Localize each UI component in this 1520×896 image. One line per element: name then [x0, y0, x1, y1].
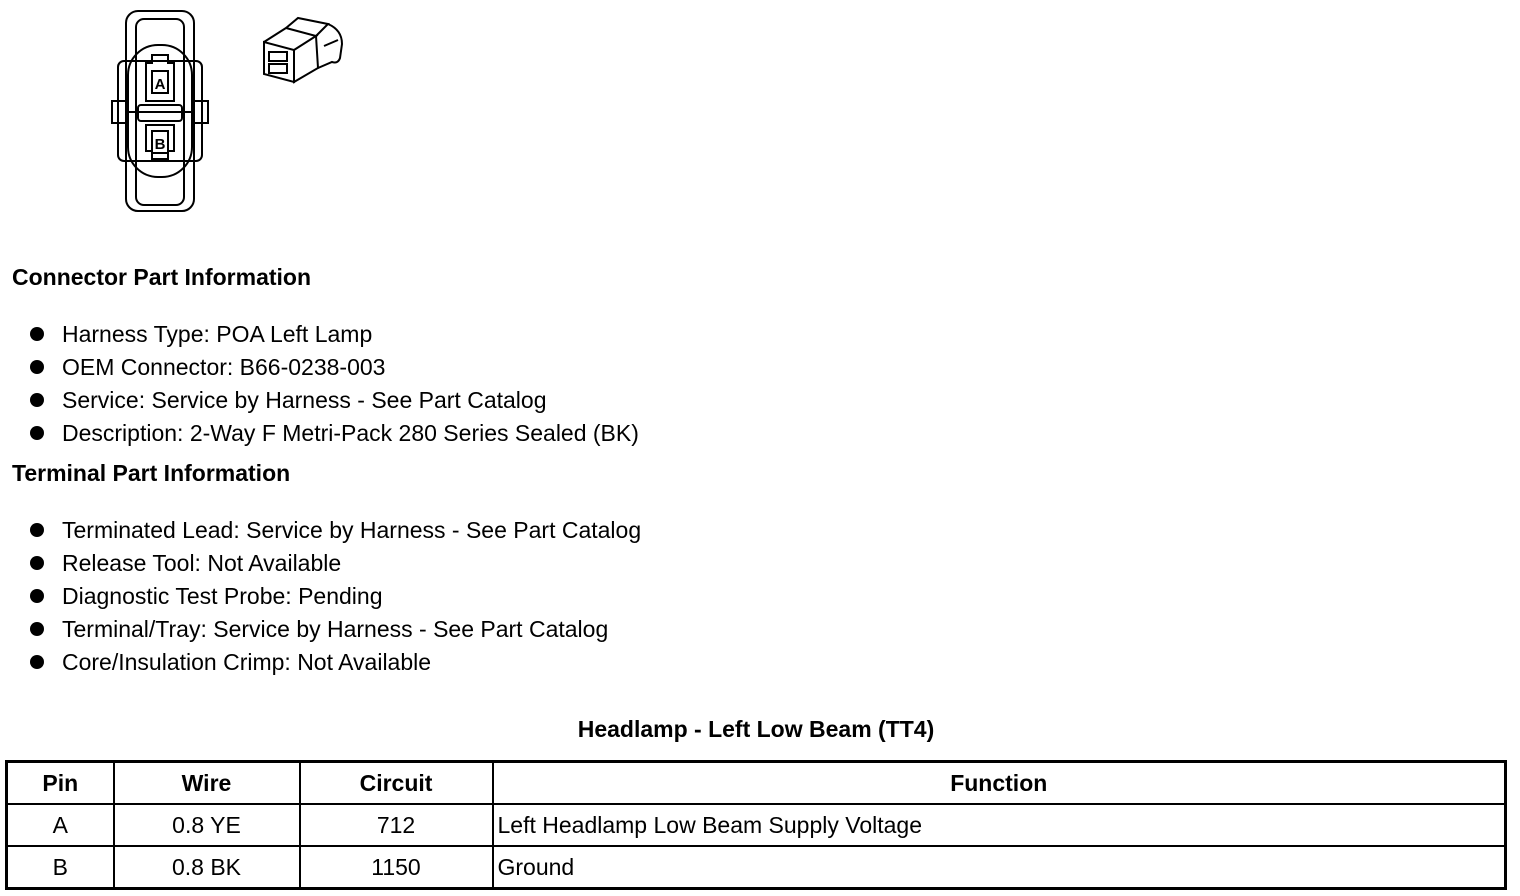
table-row	[7, 846, 1506, 889]
table-row	[7, 804, 1506, 846]
list-item-text: Terminated Lead: Service by Harness - See Part Catalog	[62, 517, 642, 543]
cell-function: Left Headlamp Low Beam Supply Voltage	[493, 804, 1506, 846]
bullet-icon	[30, 622, 44, 636]
table-header-row	[7, 762, 1506, 805]
cell-pin: B	[7, 846, 114, 889]
pinout-table	[5, 760, 1507, 890]
list-item-text: Terminal/Tray: Service by Harness - See Part Catalog	[62, 616, 609, 642]
bullet-icon	[30, 556, 44, 570]
cell-pin: A	[7, 804, 114, 846]
bullet-icon	[30, 655, 44, 669]
cell-circuit: 1150	[300, 846, 493, 889]
bullet-icon	[30, 523, 44, 537]
connector-part-info-heading: Connector Part Information	[12, 264, 312, 290]
list-item-text: Release Tool: Not Available	[62, 550, 342, 576]
cavity-b-label: B	[154, 136, 166, 153]
connector-iso-view	[258, 6, 350, 86]
list-item-text: Core/Insulation Crimp: Not Available	[62, 649, 432, 675]
column-header-circuit: Circuit	[300, 762, 493, 805]
pinout-table-title: Headlamp - Left Low Beam (TT4)	[577, 716, 935, 742]
bullet-icon	[30, 426, 44, 440]
cell-wire: 0.8 BK	[114, 846, 300, 889]
column-header-wire: Wire	[114, 762, 300, 805]
cell-circuit: 712	[300, 804, 493, 846]
bullet-icon	[30, 393, 44, 407]
cell-wire: 0.8 YE	[114, 804, 300, 846]
column-header-pin: Pin	[7, 762, 114, 805]
connector-face-diagram	[100, 5, 220, 217]
cavity-a-label: A	[154, 76, 166, 93]
terminal-part-info-heading: Terminal Part Information	[12, 460, 291, 486]
list-item-text: Description: 2-Way F Metri-Pack 280 Series Sealed (BK)	[62, 420, 639, 446]
list-item-text: Harness Type: POA Left Lamp	[62, 321, 373, 347]
cell-function: Ground	[493, 846, 1506, 889]
list-item-text: Service: Service by Harness - See Part Catalog	[62, 387, 547, 413]
bullet-icon	[30, 360, 44, 374]
column-header-function: Function	[493, 762, 1506, 805]
bullet-icon	[30, 589, 44, 603]
list-item-text: OEM Connector: B66-0238-003	[62, 354, 386, 380]
bullet-icon	[30, 327, 44, 341]
list-item-text: Diagnostic Test Probe: Pending	[62, 583, 383, 609]
